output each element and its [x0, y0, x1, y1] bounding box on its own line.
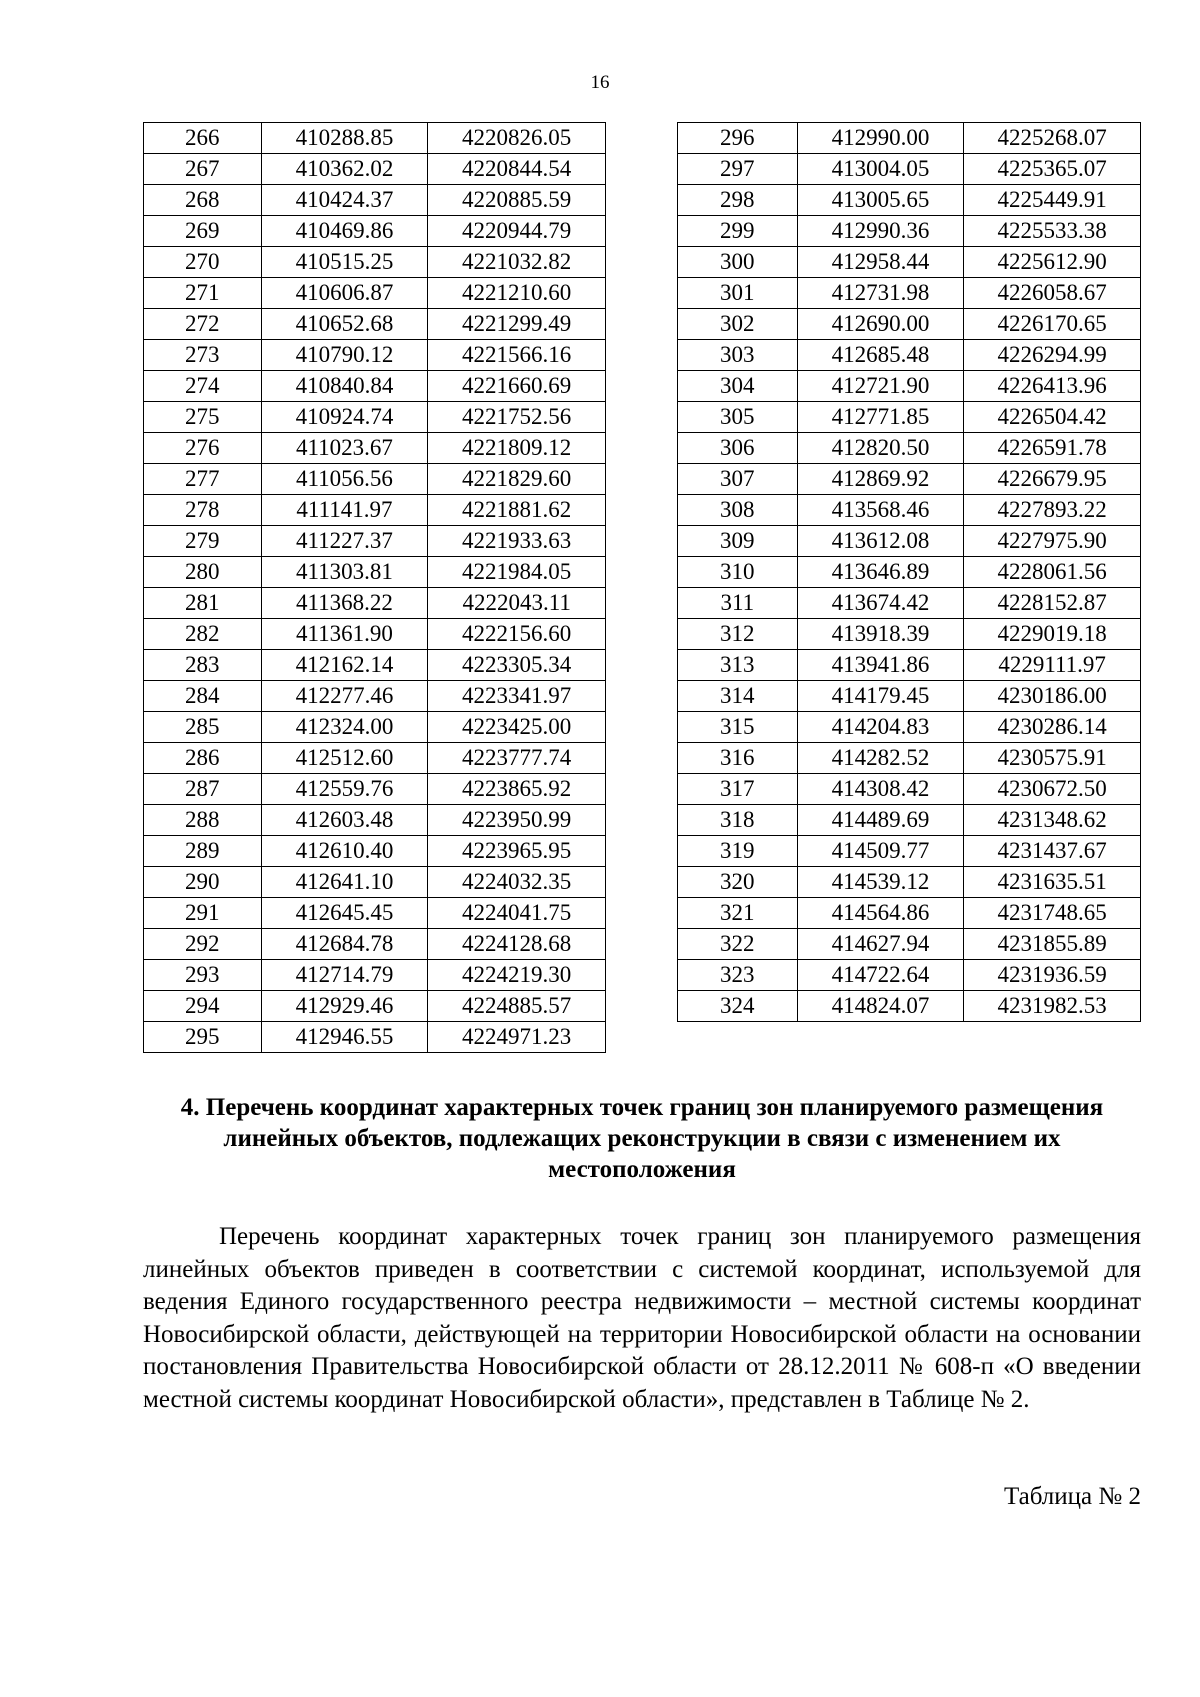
x-coordinate-cell: 414179.45 [797, 681, 964, 712]
table-row [678, 650, 1141, 681]
x-coordinate-cell: 414282.52 [797, 743, 964, 774]
point-number-cell: 309 [678, 526, 798, 557]
table-row [144, 960, 606, 991]
y-coordinate-cell: 4220944.79 [428, 216, 606, 247]
point-number-cell: 275 [144, 402, 262, 433]
point-number-cell: 301 [678, 278, 798, 309]
point-number-cell: 323 [678, 960, 798, 991]
table-row [678, 991, 1141, 1022]
y-coordinate-cell: 4221829.60 [428, 464, 606, 495]
y-coordinate-cell: 4228061.56 [964, 557, 1141, 588]
point-number-cell: 312 [678, 619, 798, 650]
x-coordinate-cell: 412162.14 [261, 650, 428, 681]
y-coordinate-cell: 4221210.60 [428, 278, 606, 309]
y-coordinate-cell: 4223865.92 [428, 774, 606, 805]
x-coordinate-cell: 412929.46 [261, 991, 428, 1022]
table-row [144, 712, 606, 743]
x-coordinate-cell: 412731.98 [797, 278, 964, 309]
x-coordinate-cell: 410606.87 [261, 278, 428, 309]
x-coordinate-cell: 412684.78 [261, 929, 428, 960]
x-coordinate-cell: 411141.97 [261, 495, 428, 526]
coordinates-table-left [143, 122, 606, 1053]
point-number-cell: 286 [144, 743, 262, 774]
table-row [144, 743, 606, 774]
table-row [144, 309, 606, 340]
x-coordinate-cell: 411227.37 [261, 526, 428, 557]
y-coordinate-cell: 4221881.62 [428, 495, 606, 526]
table-row [144, 898, 606, 929]
point-number-cell: 283 [144, 650, 262, 681]
y-coordinate-cell: 4229111.97 [964, 650, 1141, 681]
point-number-cell: 285 [144, 712, 262, 743]
point-number-cell: 310 [678, 557, 798, 588]
x-coordinate-cell: 410362.02 [261, 154, 428, 185]
page-number: 16 [590, 72, 610, 93]
table-row [144, 495, 606, 526]
table-row [144, 216, 606, 247]
table-row [144, 650, 606, 681]
y-coordinate-cell: 4231748.65 [964, 898, 1141, 929]
y-coordinate-cell: 4221032.82 [428, 247, 606, 278]
y-coordinate-cell: 4221566.16 [428, 340, 606, 371]
y-coordinate-cell: 4226679.95 [964, 464, 1141, 495]
point-number-cell: 317 [678, 774, 798, 805]
x-coordinate-cell: 413674.42 [797, 588, 964, 619]
x-coordinate-cell: 411056.56 [261, 464, 428, 495]
x-coordinate-cell: 411023.67 [261, 433, 428, 464]
x-coordinate-cell: 410652.68 [261, 309, 428, 340]
table-row [144, 371, 606, 402]
y-coordinate-cell: 4221933.63 [428, 526, 606, 557]
table-row [678, 216, 1141, 247]
table-row [678, 619, 1141, 650]
table-row [144, 464, 606, 495]
y-coordinate-cell: 4221752.56 [428, 402, 606, 433]
point-number-cell: 315 [678, 712, 798, 743]
y-coordinate-cell: 4226591.78 [964, 433, 1141, 464]
y-coordinate-cell: 4221809.12 [428, 433, 606, 464]
point-number-cell: 268 [144, 185, 262, 216]
point-number-cell: 298 [678, 185, 798, 216]
y-coordinate-cell: 4223305.34 [428, 650, 606, 681]
table-row [678, 557, 1141, 588]
y-coordinate-cell: 4223965.95 [428, 836, 606, 867]
table-row [678, 464, 1141, 495]
y-coordinate-cell: 4230186.00 [964, 681, 1141, 712]
point-number-cell: 293 [144, 960, 262, 991]
y-coordinate-cell: 4221984.05 [428, 557, 606, 588]
x-coordinate-cell: 412820.50 [797, 433, 964, 464]
x-coordinate-cell: 412610.40 [261, 836, 428, 867]
point-number-cell: 292 [144, 929, 262, 960]
x-coordinate-cell: 411368.22 [261, 588, 428, 619]
y-coordinate-cell: 4223341.97 [428, 681, 606, 712]
x-coordinate-cell: 414509.77 [797, 836, 964, 867]
table-left-body [144, 123, 606, 1053]
x-coordinate-cell: 414564.86 [797, 898, 964, 929]
y-coordinate-cell: 4231855.89 [964, 929, 1141, 960]
y-coordinate-cell: 4229019.18 [964, 619, 1141, 650]
y-coordinate-cell: 4227893.22 [964, 495, 1141, 526]
x-coordinate-cell: 410288.85 [261, 123, 428, 154]
point-number-cell: 279 [144, 526, 262, 557]
table-caption: Таблица № 2 [1003, 1483, 1141, 1510]
table-row [144, 929, 606, 960]
table-row [678, 929, 1141, 960]
y-coordinate-cell: 4224128.68 [428, 929, 606, 960]
point-number-cell: 278 [144, 495, 262, 526]
table-row [678, 123, 1141, 154]
point-number-cell: 291 [144, 898, 262, 929]
point-number-cell: 318 [678, 805, 798, 836]
table-row [144, 681, 606, 712]
point-number-cell: 302 [678, 309, 798, 340]
point-number-cell: 280 [144, 557, 262, 588]
y-coordinate-cell: 4226413.96 [964, 371, 1141, 402]
point-number-cell: 319 [678, 836, 798, 867]
x-coordinate-cell: 412685.48 [797, 340, 964, 371]
x-coordinate-cell: 413612.08 [797, 526, 964, 557]
table-row [144, 619, 606, 650]
point-number-cell: 290 [144, 867, 262, 898]
point-number-cell: 266 [144, 123, 262, 154]
point-number-cell: 287 [144, 774, 262, 805]
x-coordinate-cell: 414722.64 [797, 960, 964, 991]
coordinates-table-right [677, 122, 1141, 1022]
point-number-cell: 300 [678, 247, 798, 278]
table-row [678, 247, 1141, 278]
table-row [678, 805, 1141, 836]
x-coordinate-cell: 410424.37 [261, 185, 428, 216]
y-coordinate-cell: 4227975.90 [964, 526, 1141, 557]
point-number-cell: 322 [678, 929, 798, 960]
table-row [144, 247, 606, 278]
table-row [144, 836, 606, 867]
point-number-cell: 311 [678, 588, 798, 619]
x-coordinate-cell: 412324.00 [261, 712, 428, 743]
y-coordinate-cell: 4220826.05 [428, 123, 606, 154]
point-number-cell: 284 [144, 681, 262, 712]
x-coordinate-cell: 412869.92 [797, 464, 964, 495]
table-row [678, 495, 1141, 526]
table-row [678, 960, 1141, 991]
table-row [144, 805, 606, 836]
table-row [144, 340, 606, 371]
y-coordinate-cell: 4220844.54 [428, 154, 606, 185]
point-number-cell: 305 [678, 402, 798, 433]
x-coordinate-cell: 412641.10 [261, 867, 428, 898]
point-number-cell: 307 [678, 464, 798, 495]
y-coordinate-cell: 4230286.14 [964, 712, 1141, 743]
point-number-cell: 269 [144, 216, 262, 247]
y-coordinate-cell: 4222156.60 [428, 619, 606, 650]
x-coordinate-cell: 412603.48 [261, 805, 428, 836]
y-coordinate-cell: 4224041.75 [428, 898, 606, 929]
table-row [678, 867, 1141, 898]
table-row [144, 588, 606, 619]
point-number-cell: 314 [678, 681, 798, 712]
x-coordinate-cell: 410790.12 [261, 340, 428, 371]
y-coordinate-cell: 4224219.30 [428, 960, 606, 991]
point-number-cell: 274 [144, 371, 262, 402]
x-coordinate-cell: 411303.81 [261, 557, 428, 588]
y-coordinate-cell: 4224971.23 [428, 1022, 606, 1053]
point-number-cell: 296 [678, 123, 798, 154]
y-coordinate-cell: 4230575.91 [964, 743, 1141, 774]
y-coordinate-cell: 4222043.11 [428, 588, 606, 619]
table-row [678, 154, 1141, 185]
x-coordinate-cell: 411361.90 [261, 619, 428, 650]
table-row [678, 340, 1141, 371]
y-coordinate-cell: 4223425.00 [428, 712, 606, 743]
x-coordinate-cell: 413646.89 [797, 557, 964, 588]
table-row [144, 278, 606, 309]
y-coordinate-cell: 4225533.38 [964, 216, 1141, 247]
y-coordinate-cell: 4228152.87 [964, 588, 1141, 619]
table-row [678, 309, 1141, 340]
y-coordinate-cell: 4226170.65 [964, 309, 1141, 340]
x-coordinate-cell: 413004.05 [797, 154, 964, 185]
y-coordinate-cell: 4224885.57 [428, 991, 606, 1022]
x-coordinate-cell: 412771.85 [797, 402, 964, 433]
x-coordinate-cell: 414489.69 [797, 805, 964, 836]
y-coordinate-cell: 4225449.91 [964, 185, 1141, 216]
table-right-body [678, 123, 1141, 1022]
x-coordinate-cell: 412958.44 [797, 247, 964, 278]
table-row [144, 123, 606, 154]
y-coordinate-cell: 4225268.07 [964, 123, 1141, 154]
point-number-cell: 273 [144, 340, 262, 371]
point-number-cell: 276 [144, 433, 262, 464]
x-coordinate-cell: 412559.76 [261, 774, 428, 805]
x-coordinate-cell: 413568.46 [797, 495, 964, 526]
section-heading: 4. Перечень координат характерных точек границ зон планируемого размещения линейных объектов, подлежащих реконструкции в связи с изменением их местоположения [180, 1094, 1104, 1183]
table-row [678, 898, 1141, 929]
y-coordinate-cell: 4221299.49 [428, 309, 606, 340]
point-number-cell: 320 [678, 867, 798, 898]
y-coordinate-cell: 4230672.50 [964, 774, 1141, 805]
point-number-cell: 303 [678, 340, 798, 371]
table-row [678, 588, 1141, 619]
point-number-cell: 282 [144, 619, 262, 650]
y-coordinate-cell: 4226058.67 [964, 278, 1141, 309]
x-coordinate-cell: 414627.94 [797, 929, 964, 960]
x-coordinate-cell: 412645.45 [261, 898, 428, 929]
table-row [678, 402, 1141, 433]
point-number-cell: 271 [144, 278, 262, 309]
x-coordinate-cell: 410924.74 [261, 402, 428, 433]
table-row [678, 433, 1141, 464]
table-row [678, 185, 1141, 216]
y-coordinate-cell: 4231982.53 [964, 991, 1141, 1022]
point-number-cell: 295 [144, 1022, 262, 1053]
table-row [144, 774, 606, 805]
table-row [144, 526, 606, 557]
x-coordinate-cell: 414204.83 [797, 712, 964, 743]
point-number-cell: 324 [678, 991, 798, 1022]
x-coordinate-cell: 412277.46 [261, 681, 428, 712]
point-number-cell: 267 [144, 154, 262, 185]
y-coordinate-cell: 4226294.99 [964, 340, 1141, 371]
table-row [144, 991, 606, 1022]
table-row [678, 371, 1141, 402]
table-row [144, 185, 606, 216]
table-row [678, 743, 1141, 774]
x-coordinate-cell: 412990.36 [797, 216, 964, 247]
x-coordinate-cell: 412946.55 [261, 1022, 428, 1053]
table-row [144, 154, 606, 185]
y-coordinate-cell: 4225365.07 [964, 154, 1141, 185]
x-coordinate-cell: 410469.86 [261, 216, 428, 247]
point-number-cell: 270 [144, 247, 262, 278]
table-row [144, 433, 606, 464]
point-number-cell: 321 [678, 898, 798, 929]
x-coordinate-cell: 410840.84 [261, 371, 428, 402]
section-body-text: Перечень координат характерных точек границ зон планируемого размещения линейных объектов приведен в соответствии с системой координат, используемой для ведения Единого государственного реестра недвижимости – местной системы координат Новосибирской области, действующей на территории Новосибирской области на основании постановления Правительства Новосибирской области от 28.12.2011 № 608-п «О введении местной системы координат Новосибирской области», представлен в Таблице № 2. [143, 1223, 1141, 1413]
table-row [144, 557, 606, 588]
table-row [144, 867, 606, 898]
x-coordinate-cell: 414824.07 [797, 991, 964, 1022]
y-coordinate-cell: 4223950.99 [428, 805, 606, 836]
point-number-cell: 304 [678, 371, 798, 402]
x-coordinate-cell: 412690.00 [797, 309, 964, 340]
point-number-cell: 277 [144, 464, 262, 495]
point-number-cell: 294 [144, 991, 262, 1022]
x-coordinate-cell: 412512.60 [261, 743, 428, 774]
y-coordinate-cell: 4225612.90 [964, 247, 1141, 278]
y-coordinate-cell: 4226504.42 [964, 402, 1141, 433]
point-number-cell: 288 [144, 805, 262, 836]
x-coordinate-cell: 412714.79 [261, 960, 428, 991]
point-number-cell: 281 [144, 588, 262, 619]
table-row [144, 402, 606, 433]
point-number-cell: 272 [144, 309, 262, 340]
x-coordinate-cell: 413918.39 [797, 619, 964, 650]
table-row [678, 836, 1141, 867]
x-coordinate-cell: 412721.90 [797, 371, 964, 402]
y-coordinate-cell: 4231437.67 [964, 836, 1141, 867]
point-number-cell: 297 [678, 154, 798, 185]
x-coordinate-cell: 410515.25 [261, 247, 428, 278]
point-number-cell: 308 [678, 495, 798, 526]
y-coordinate-cell: 4231348.62 [964, 805, 1141, 836]
table-row [678, 681, 1141, 712]
point-number-cell: 299 [678, 216, 798, 247]
point-number-cell: 306 [678, 433, 798, 464]
y-coordinate-cell: 4221660.69 [428, 371, 606, 402]
x-coordinate-cell: 413005.65 [797, 185, 964, 216]
point-number-cell: 313 [678, 650, 798, 681]
table-row [144, 1022, 606, 1053]
point-number-cell: 316 [678, 743, 798, 774]
table-row [678, 278, 1141, 309]
y-coordinate-cell: 4231936.59 [964, 960, 1141, 991]
x-coordinate-cell: 413941.86 [797, 650, 964, 681]
table-row [678, 526, 1141, 557]
x-coordinate-cell: 414539.12 [797, 867, 964, 898]
y-coordinate-cell: 4220885.59 [428, 185, 606, 216]
x-coordinate-cell: 412990.00 [797, 123, 964, 154]
x-coordinate-cell: 414308.42 [797, 774, 964, 805]
point-number-cell: 289 [144, 836, 262, 867]
table-row [678, 774, 1141, 805]
table-row [678, 712, 1141, 743]
y-coordinate-cell: 4223777.74 [428, 743, 606, 774]
y-coordinate-cell: 4224032.35 [428, 867, 606, 898]
y-coordinate-cell: 4231635.51 [964, 867, 1141, 898]
